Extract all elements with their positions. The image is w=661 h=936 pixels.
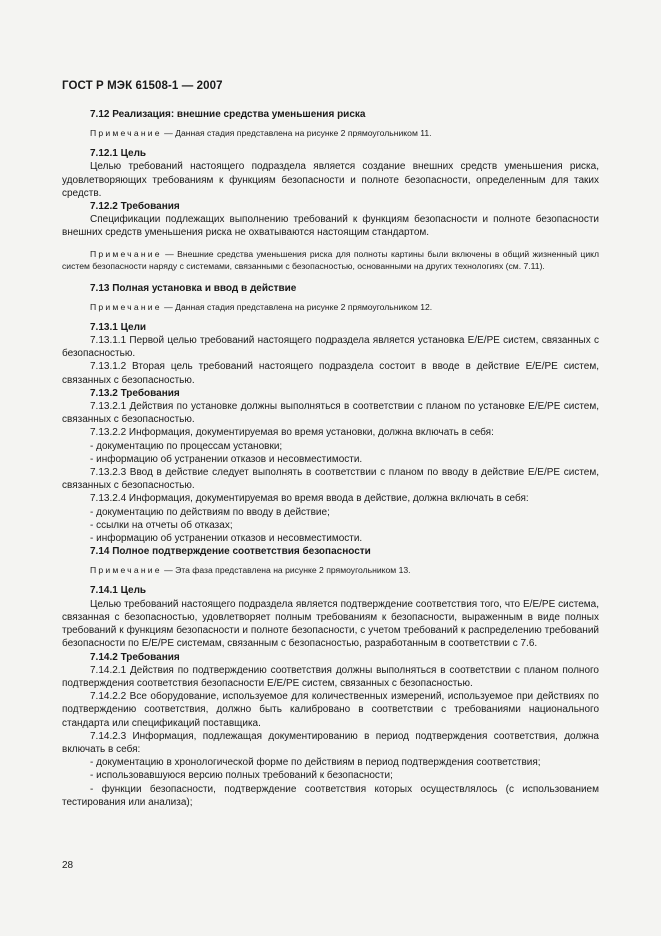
note-paragraph <box>62 248 599 272</box>
section-heading: 7.14.1 Цель <box>90 585 147 597</box>
body-paragraph: 7.13.2.4 Информация, документируемая во время ввода в действие, должна включать в себя: <box>90 493 529 505</box>
note-paragraph <box>62 127 599 139</box>
body-paragraph: - функции безопасности, подтверждение соответствия которых осуществлялось (с использованием тестирования или анализа); <box>62 783 599 808</box>
document-header: ГОСТ Р МЭК 61508-1 — 2007 <box>62 80 223 92</box>
note-text: — Данная стадия представлена на рисунке 2 прямоугольником 11. <box>161 128 432 139</box>
page-number: 28 <box>62 860 74 871</box>
note-label: Примечание <box>90 565 162 576</box>
body-paragraph: Целью требований настоящего подраздела является создание внешних средств уменьшения риска, удовлетворяющих требованиям к функциям безопасности и полноте безопасности, определенным для таких средств. <box>62 161 599 199</box>
list-item: - документацию по действиям по вводу в действие; <box>90 506 330 518</box>
section-heading: 7.13.1 Цели <box>90 321 147 333</box>
section-heading: 7.13.2 Требования <box>90 387 180 399</box>
list-item: - ссылки на отчеты об отказах; <box>90 519 233 531</box>
body-paragraph: 7.14.2.1 Действия по подтверждению соответствия должны выполняться в соответствии с планом полного подтверждения соответствия безопасности Е/Е/РЕ систем, связанных с безопасностью. <box>62 664 599 689</box>
body-paragraph: 7.13.1.1 Первой целью требований настоящего подраздела является установка Е/Е/РЕ систем, связанных с безопасностью. <box>62 335 599 360</box>
note-paragraph <box>62 564 599 576</box>
note-text: — Данная стадия представлена на рисунке 2 прямоугольником 12. <box>161 301 433 312</box>
body-paragraph: 7.14.2.2 Все оборудование, используемое для количественных измерений, используемое при действиях по подтверждению соответствия, должно быть калибровано в соответствии с требованиями национального стандарта или спецификаций поставщика. <box>62 691 599 729</box>
body-paragraph: 7.13.1.2 Вторая цель требований настоящего подраздела состоит в вводе в действие Е/Е/РЕ систем, связанных с безопасностью. <box>62 361 599 386</box>
note-label: Примечание <box>90 128 162 139</box>
section-heading: 7.12 Реализация: внешние средства уменьшения риска <box>90 109 366 120</box>
body-paragraph: 7.13.2.3 Ввод в действие следует выполнять в соответствии с планом по вводу в действие Е/Е/РЕ систем, связанных с безопасностью. <box>62 467 599 492</box>
body-paragraph: 7.13.2.2 Информация, документируемая во время установки, должна включать в себя: <box>90 427 494 439</box>
note-label: Примечание <box>90 248 162 259</box>
body-paragraph: Целью требований настоящего подраздела является подтверждение соответствия того, что Е/Е/РЕ система, связанная с безопасностью, удовлетворяет полным требованиям к безопасности, выраженным в виде полных требований к функциям безопасности и полноте безопасности, с учетом требований к распределению требований безопасности по Е/Е/РЕ системам, связанным с безопасностью, разработанным в соответствии с 7.6. <box>62 598 599 650</box>
list-item: - документацию по процессам установки; <box>90 440 283 452</box>
list-item: - использовавшуюся версию полных требований к безопасности; <box>90 770 393 782</box>
note-text: — Эта фаза представлена на рисунке 2 прямоугольником 13. <box>161 565 411 576</box>
section-heading: 7.13 Полная установка и ввод в действие <box>90 282 297 294</box>
body-paragraph: 7.14.2.3 Информация, подлежащая документированию в период подтверждения соответствия, должна включать в себя: <box>62 730 599 755</box>
list-item: - информацию об устранении отказов и несовместимости. <box>90 453 363 465</box>
body-paragraph: 7.13.2.1 Действия по установке должны выполняться в соответствии с планом по установке Е/Е/РЕ систем, связанных с безопасностью. <box>62 401 599 426</box>
section-heading: 7.12.1 Цель <box>90 148 147 160</box>
list-item: - информацию об устранении отказов и несовместимости. <box>90 533 363 545</box>
body-paragraph: Спецификации подлежащих выполнению требований к функциям безопасности и полноте безопасности внешних средств уменьшения риска не охватываются настоящим стандартом. <box>62 214 599 239</box>
note-label: Примечание <box>90 301 162 312</box>
note-paragraph <box>62 301 599 313</box>
section-heading: 7.14.2 Требования <box>90 651 180 663</box>
note-text: — Внешние средства уменьшения риска для полноты картины были включены в общий жизненный цикл систем безопасности наряду с системами, связанными с безопасностью, основанными на других технологиях (см. 7.11). <box>62 248 599 271</box>
document-body <box>62 108 599 809</box>
section-heading: 7.12.2 Требования <box>90 201 180 213</box>
list-item: - документацию в хронологической форме по действиям в период подтверждения соответствия; <box>90 757 541 769</box>
section-heading: 7.14 Полное подтверждение соответствия безопасности <box>90 546 371 558</box>
